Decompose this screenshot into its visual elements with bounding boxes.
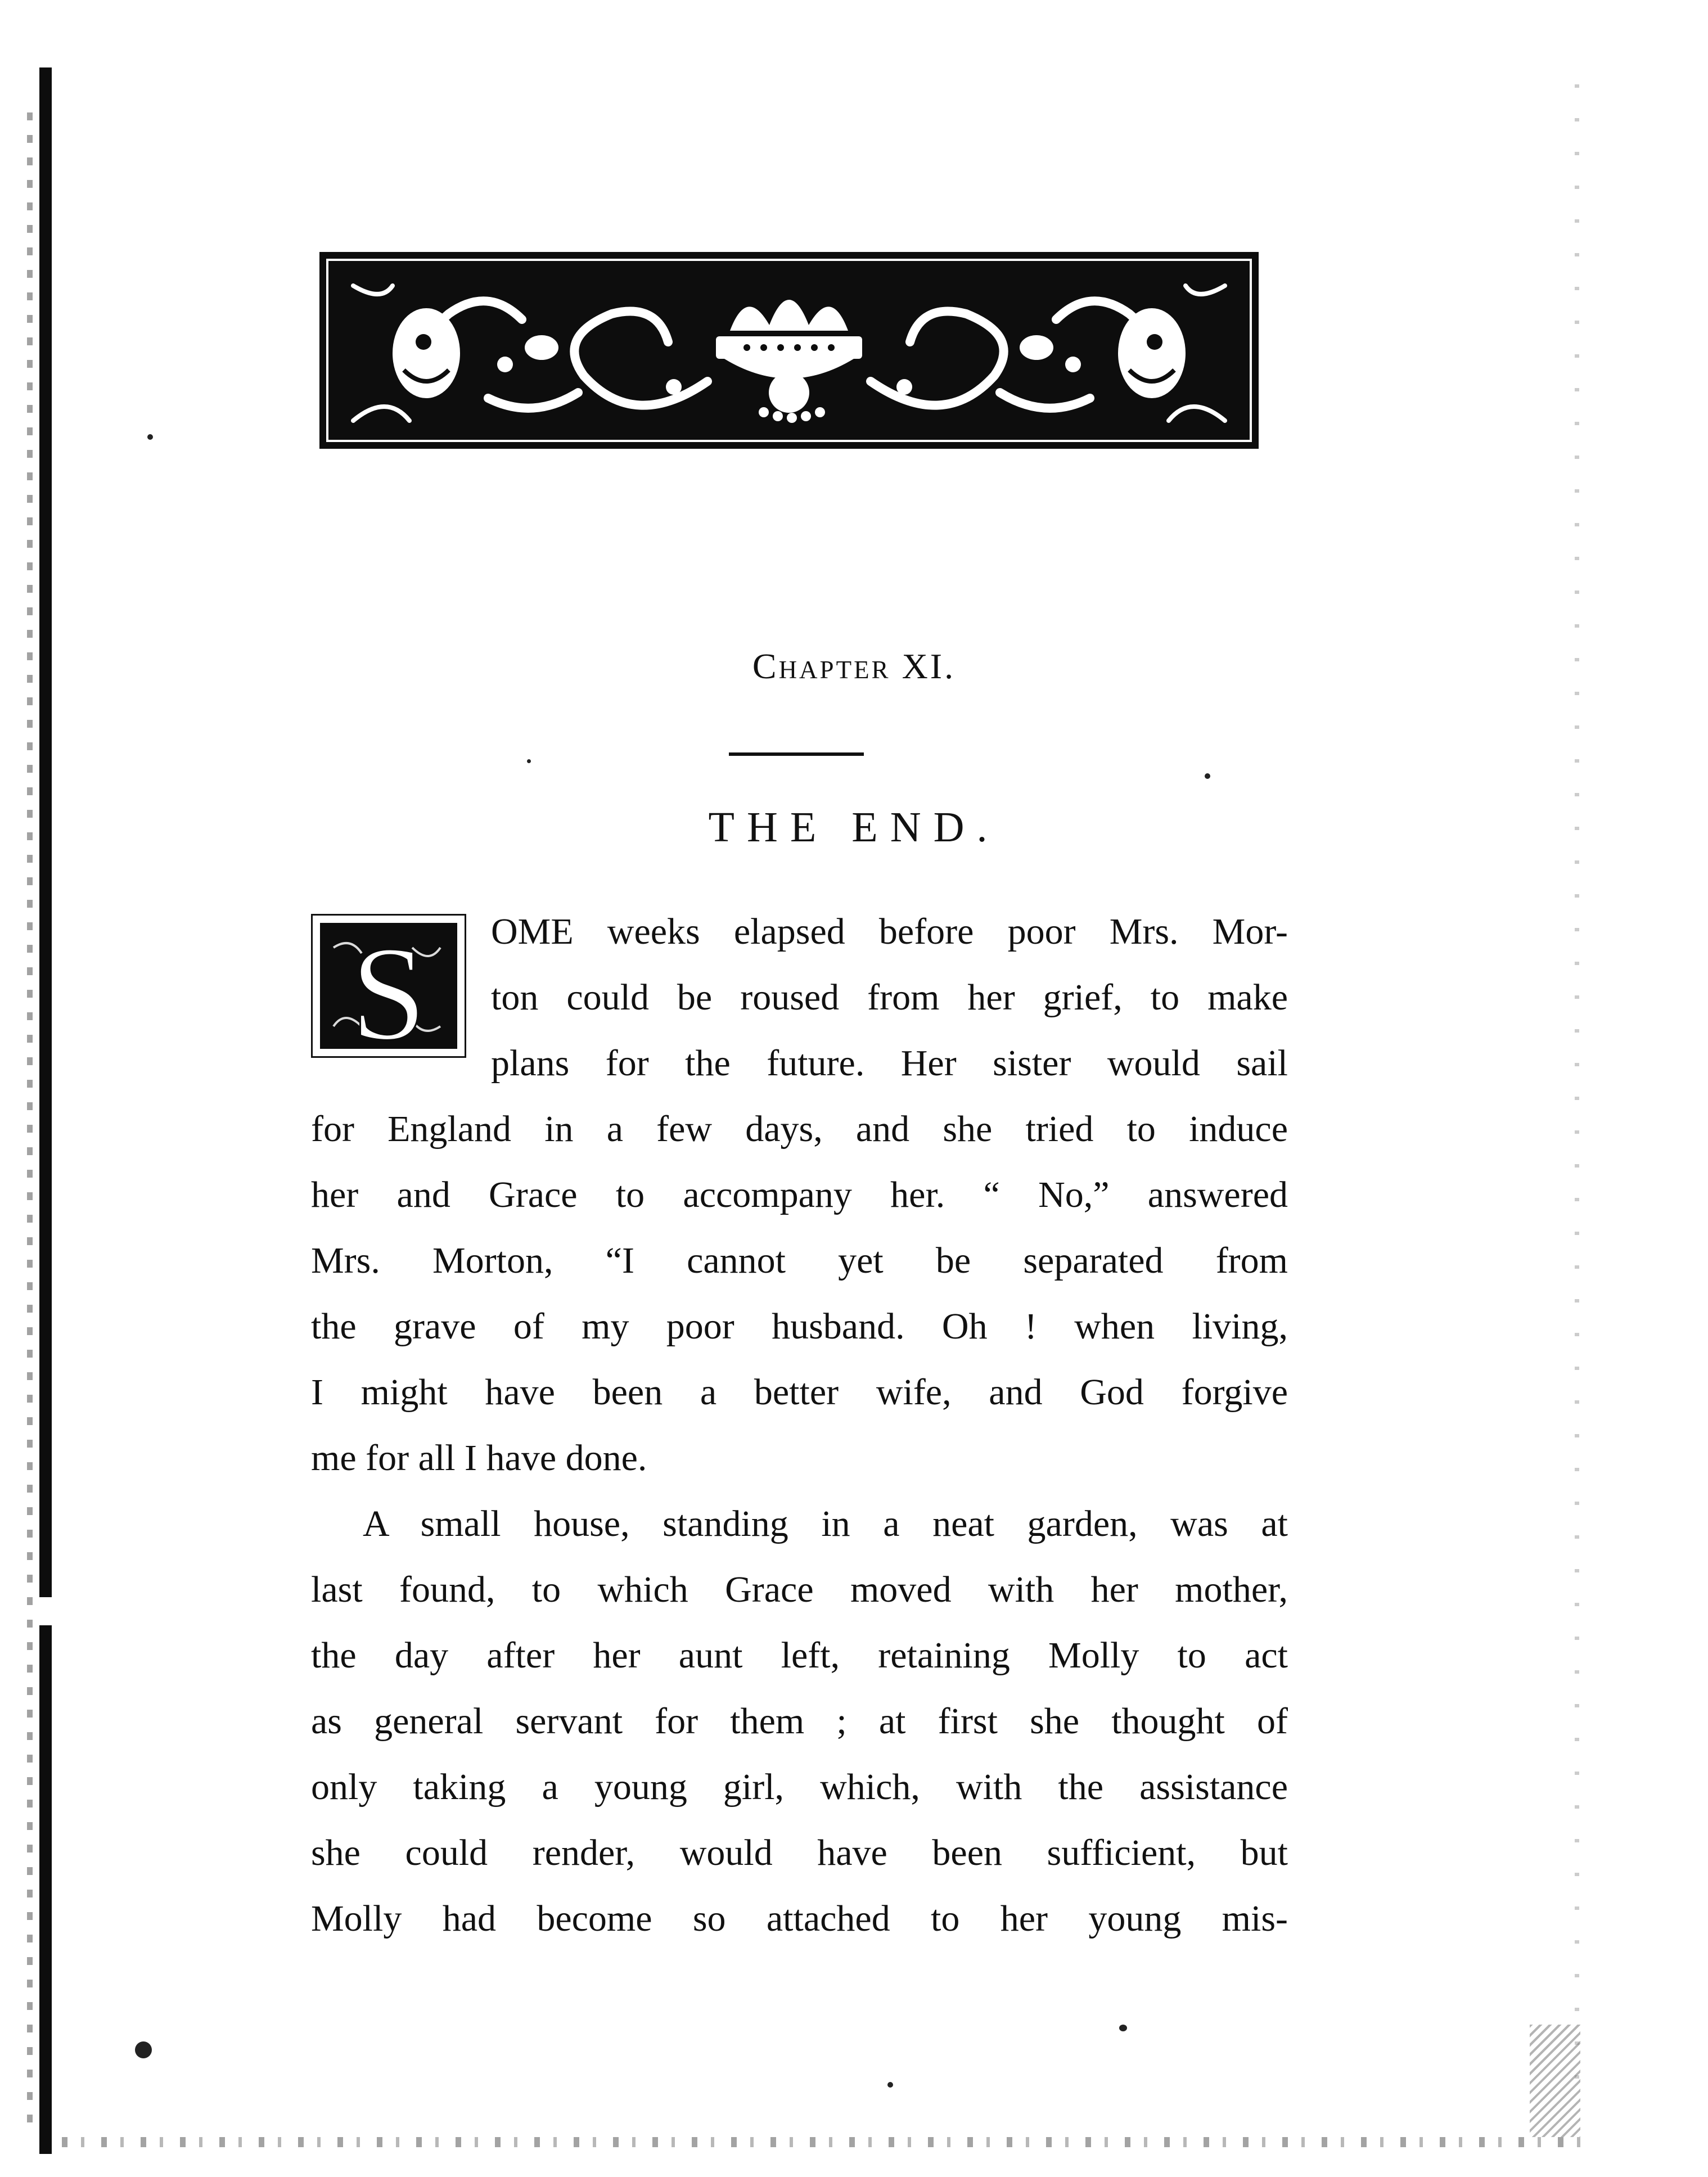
chapter-prefix: Chapter xyxy=(752,646,891,686)
scan-corner-smudge xyxy=(1530,2025,1580,2137)
text-line: A small house, standing in a neat garden, was at xyxy=(363,1503,1288,1544)
text-line: she could render, would have been sufficient, but xyxy=(311,1832,1288,1873)
chapter-number: XI. xyxy=(902,646,956,686)
drop-cap-letter: S xyxy=(351,918,426,1058)
text-line: Mrs. Morton, “I cannot yet be separated from xyxy=(311,1240,1288,1281)
text-line: plans for the future. Her sister would sail xyxy=(491,1043,1288,1084)
text-line: Molly had become so attached to her young mis- xyxy=(311,1898,1288,1939)
text-line: me for all I have done. xyxy=(311,1437,647,1479)
scan-speck xyxy=(527,759,531,763)
heading-rule xyxy=(729,752,864,756)
text-line: her and Grace to accompany her. “ No,” answered xyxy=(311,1174,1288,1215)
binding-shadow-bottom xyxy=(39,1625,52,2154)
text-line: as general servant for them ; at first she thought of xyxy=(311,1701,1288,1742)
scan-speck xyxy=(147,434,153,440)
text-line: the grave of my poor husband. Oh ! when living, xyxy=(311,1306,1288,1347)
section-title: THE END. xyxy=(708,804,1000,851)
scan-right-edge xyxy=(1575,84,1579,2109)
body-text xyxy=(311,899,1288,1951)
scan-speck xyxy=(1119,2025,1127,2031)
text-line: I might have been a better wife, and God forgive xyxy=(311,1372,1288,1413)
scan-speck xyxy=(135,2041,152,2058)
scan-speck xyxy=(1205,773,1210,779)
text-line: OME weeks elapsed before poor Mrs. Mor- xyxy=(491,911,1288,952)
text-line: only taking a young girl, which, with the assistance xyxy=(311,1766,1288,1808)
text-line: the day after her aunt left, retaining Molly to act xyxy=(311,1635,1288,1676)
scan-speck xyxy=(887,2082,893,2088)
scan-bottom-edge xyxy=(62,2137,1580,2147)
text-line: for England in a few days, and she tried to induce xyxy=(311,1108,1288,1150)
ornamental-headpiece xyxy=(319,252,1259,449)
scan-left-edge xyxy=(27,112,33,2137)
text-line: last found, to which Grace moved with her mother, xyxy=(311,1569,1288,1610)
text-line: ton could be roused from her grief, to make xyxy=(491,977,1288,1018)
chapter-heading xyxy=(0,646,1708,687)
